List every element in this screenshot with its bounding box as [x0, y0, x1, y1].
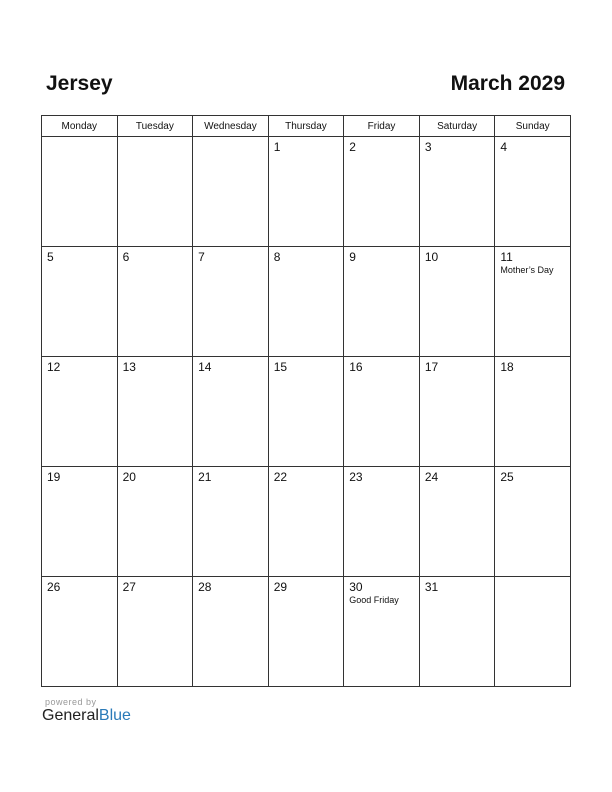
day-cell: [42, 577, 118, 687]
brand-general: General: [42, 707, 99, 724]
day-cell: [193, 247, 269, 357]
day-number: 10: [424, 250, 439, 264]
month-title: March 2029: [450, 72, 565, 95]
day-cell: [344, 577, 420, 687]
weekday-header: Wednesday: [193, 116, 269, 137]
day-number: 24: [424, 470, 439, 484]
day-number: 1: [273, 140, 281, 154]
day-cell: [268, 137, 344, 247]
day-cell: [42, 247, 118, 357]
day-cell: [268, 357, 344, 467]
weekday-header: Monday: [42, 116, 118, 137]
region-title: Jersey: [46, 72, 113, 95]
day-number: 26: [47, 580, 61, 594]
day-number: 8: [273, 250, 281, 264]
day-number: 22: [273, 470, 288, 484]
day-number: 25: [500, 470, 514, 484]
week-row: [42, 577, 571, 687]
day-cell: [117, 137, 193, 247]
day-number: 4: [500, 140, 508, 154]
day-cell: [193, 467, 269, 577]
day-number: [118, 137, 193, 141]
day-number: 6: [122, 250, 130, 264]
powered-by-label: powered by: [45, 697, 97, 707]
day-cell: [117, 357, 193, 467]
day-cell: [344, 247, 420, 357]
day-number: 2: [349, 140, 356, 154]
day-number: 17: [424, 360, 439, 374]
day-number: 20: [122, 470, 136, 484]
day-cell: [344, 137, 420, 247]
day-number: 7: [198, 250, 205, 264]
day-number: 29: [273, 580, 288, 594]
day-cell: [419, 137, 495, 247]
day-cell: [268, 467, 344, 577]
week-row: [42, 467, 571, 577]
day-number: 19: [47, 470, 61, 484]
day-number: 27: [122, 580, 136, 594]
weekday-header: Tuesday: [117, 116, 193, 137]
day-cell: [193, 577, 269, 687]
day-number: 12: [47, 360, 61, 374]
day-cell: [419, 357, 495, 467]
weekday-header: Friday: [344, 116, 420, 137]
weekday-header: Thursday: [268, 116, 344, 137]
day-cell: [42, 357, 118, 467]
day-number: 16: [349, 360, 363, 374]
day-number: 18: [500, 360, 514, 374]
day-cell: [495, 577, 571, 687]
day-number: [42, 137, 117, 141]
day-cell: [42, 137, 118, 247]
day-cell: [42, 467, 118, 577]
day-number: 9: [349, 250, 356, 264]
day-cell: [193, 137, 269, 247]
day-number: 3: [424, 140, 432, 154]
day-cell: [495, 357, 571, 467]
day-number: 14: [198, 360, 212, 374]
day-number: 21: [198, 470, 212, 484]
day-number: 30: [349, 580, 363, 594]
day-number: [495, 577, 570, 581]
day-cell: [344, 467, 420, 577]
day-number: 15: [273, 360, 288, 374]
brand-blue: Blue: [98, 707, 131, 724]
day-cell: [193, 357, 269, 467]
day-cell: [344, 357, 420, 467]
day-cell: [495, 137, 571, 247]
footer-branding: [42, 697, 131, 725]
day-number: 11: [500, 250, 513, 264]
weekday-header: Sunday: [495, 116, 571, 137]
weekday-header-row: [42, 116, 571, 137]
day-number: 28: [198, 580, 212, 594]
day-number: 13: [122, 360, 136, 374]
week-row: [42, 137, 571, 247]
calendar-grid: [41, 115, 571, 687]
day-cell: [117, 467, 193, 577]
day-cell: [419, 247, 495, 357]
day-cell: [495, 247, 571, 357]
day-cell: [117, 247, 193, 357]
holiday-label: Good Friday: [349, 595, 399, 605]
day-cell: [419, 577, 495, 687]
day-cell: [419, 467, 495, 577]
brand-logo[interactable]: [42, 707, 131, 725]
day-cell: [117, 577, 193, 687]
weekday-header: Saturday: [419, 116, 495, 137]
day-number: 31: [424, 580, 439, 594]
day-cell: [268, 247, 344, 357]
day-number: 5: [47, 250, 54, 264]
holiday-label: Mother’s Day: [500, 265, 554, 275]
day-number: 23: [349, 470, 363, 484]
day-cell: [268, 577, 344, 687]
day-number: [193, 137, 268, 141]
week-row: [42, 357, 571, 467]
day-cell: [495, 467, 571, 577]
week-row: [42, 247, 571, 357]
